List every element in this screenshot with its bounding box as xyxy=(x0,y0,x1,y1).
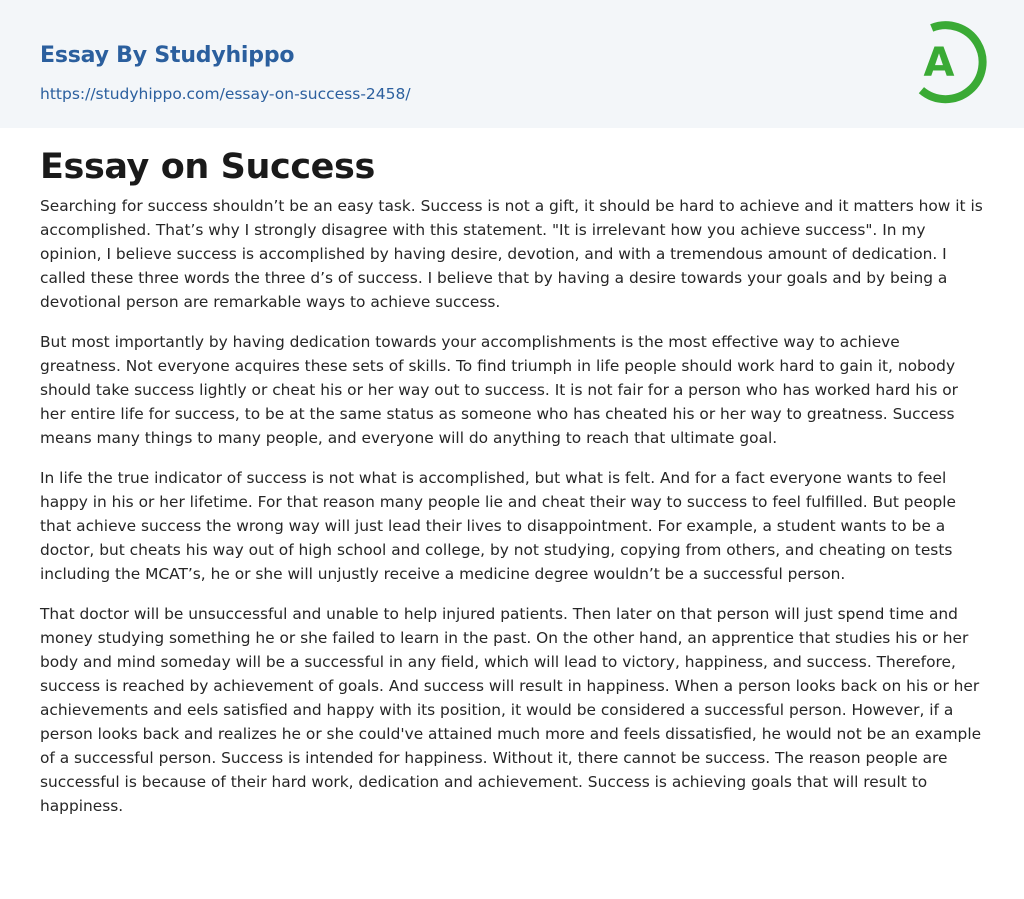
site-header xyxy=(0,0,1024,128)
essay-content xyxy=(40,140,984,834)
essay-url-link[interactable]: https://studyhippo.com/essay-on-success-2458/ xyxy=(40,85,411,103)
essay-paragraph: That doctor will be unsuccessful and unable to help injured patients. Then later on that person will just spend time and money studying something he or she failed to learn in the past. On the other hand, an apprentice that studies his or her body and mind someday will be a successful in any field, which will lead to victory, happiness, and success. Therefore, success is reached by achievement of goals. And success will result in happiness. When a person looks back on his or her achievements and eels satisfied and happy with its position, it would be considered a successful person. However, if a person looks back and realizes he or she could've attained much more and feels dissatisfied, he would not be an example of a successful person. Success is intended for happiness. Without it, there cannot be success. The reason people are successful is because of their hard work, dedication and achievement. Success is achieving goals that will result to happiness. xyxy=(40,605,982,815)
logo-letter: A xyxy=(923,40,955,86)
essay-paragraph: In life the true indicator of success is not what is accomplished, but what is felt. And for a fact everyone wants to feel happy in his or her lifetime. For that reason many people lie and cheat their way to success to feel fulfilled. But people that achieve success the wrong way will just lead their lives to disappointment. For example, a student wants to be a doctor, but cheats his way out of high school and college, by not studying, copying from others, and cheating on tests including the MCAT’s, he or she will unjustly receive a medicine degree wouldn’t be a successful person. xyxy=(40,469,956,583)
brand-title: Essay By Studyhippo xyxy=(40,43,295,68)
essay-title: Essay on Success xyxy=(40,147,375,187)
essay-paragraph: But most importantly by having dedication towards your accomplishments is the most effective way to achieve greatness. Not everyone acquires these sets of skills. To find triumph in life people should work hard to gain it, nobody should take success lightly or cheat his or her way out to success. It is not fair for a person who has worked hard his or her entire life for success, to be at the same status as someone who has cheated his or her way to greatness. Success means many things to many people, and everyone will do anything to reach that ultimate goal. xyxy=(40,333,958,447)
studyhippo-logo-icon[interactable] xyxy=(904,18,988,106)
essay-paragraph: Searching for success shouldn’t be an easy task. Success is not a gift, it should be hard to achieve and it matters how it is accomplished. That’s why I strongly disagree with this statement. "It is irrelevant how you achieve success". In my opinion, I believe success is accomplished by having desire, devotion, and with a tremendous amount of dedication. I called these three words the three d’s of success. I believe that by having a desire towards your goals and by being a devotional person are remarkable ways to achieve success. xyxy=(40,197,983,311)
